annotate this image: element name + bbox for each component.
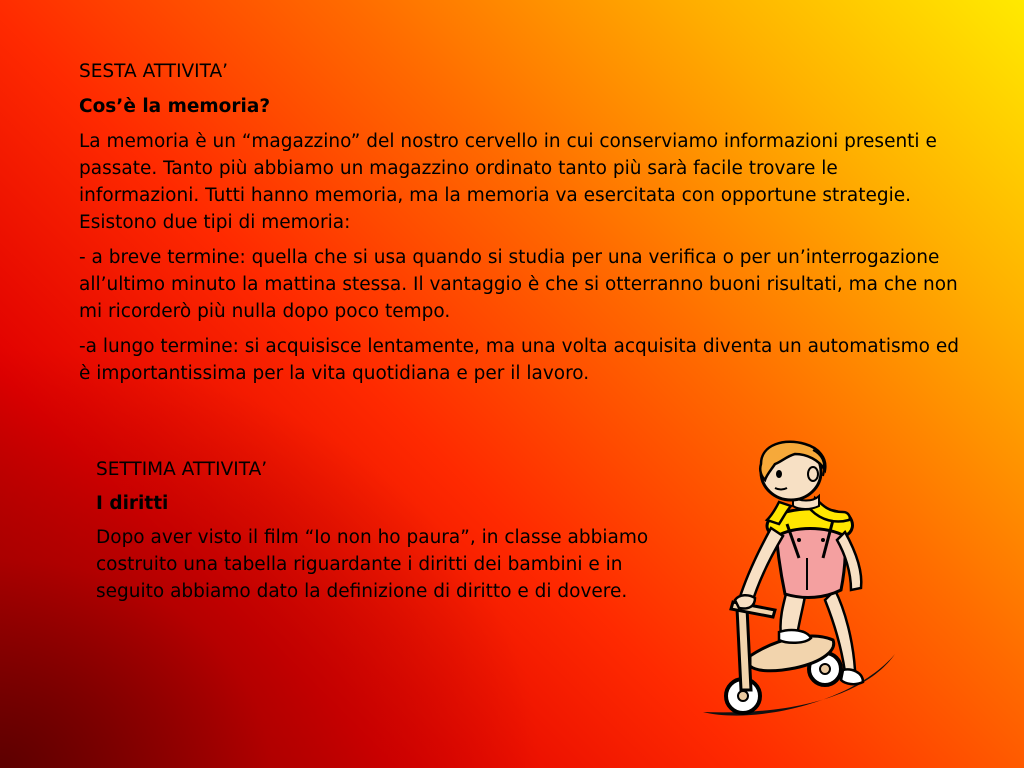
section-sesta-attivita xyxy=(79,58,959,395)
section-heading: SETTIMA ATTIVITA’ xyxy=(96,459,268,480)
section-heading: SESTA ATTIVITA’ xyxy=(79,61,229,82)
section-question: Cos’è la memoria? xyxy=(79,96,271,117)
paragraph: Dopo aver visto il film “Io non ho paura”, in classe abbiamo costruito una tabella riguardante i diritti dei bambini e in seguito abbiamo dato la definizione di diritto e di dovere. xyxy=(96,527,649,602)
paragraph: La memoria è un “magazzino” del nostro cervello in cui conserviamo informazioni presenti e passate. Tanto più abbiamo un magazzino ordinato tanto più sarà facile trovare le informazioni. Tutti hanno memoria, ma la memoria va esercitata con opportune strategie. Esistono due tipi di memoria: xyxy=(79,131,937,233)
paragraph: - a breve termine: quella che si usa quando si studia per una verifica o per un’interrogazione all’ultimo minuto la mattina stessa. Il vantaggio è che si otterranno buoni risultati, ma che non mi ricorderò più nulla dopo poco tempo. xyxy=(79,247,958,322)
section-title: I diritti xyxy=(96,493,169,514)
paragraph: -a lungo termine: si acquisisce lentamente, ma una volta acquisita diventa un automatismo ed è importantissima per la vita quotidiana e per il lavoro. xyxy=(79,336,959,384)
section-settima-attivita xyxy=(96,456,696,612)
child-on-scooter-clipart xyxy=(695,440,905,730)
